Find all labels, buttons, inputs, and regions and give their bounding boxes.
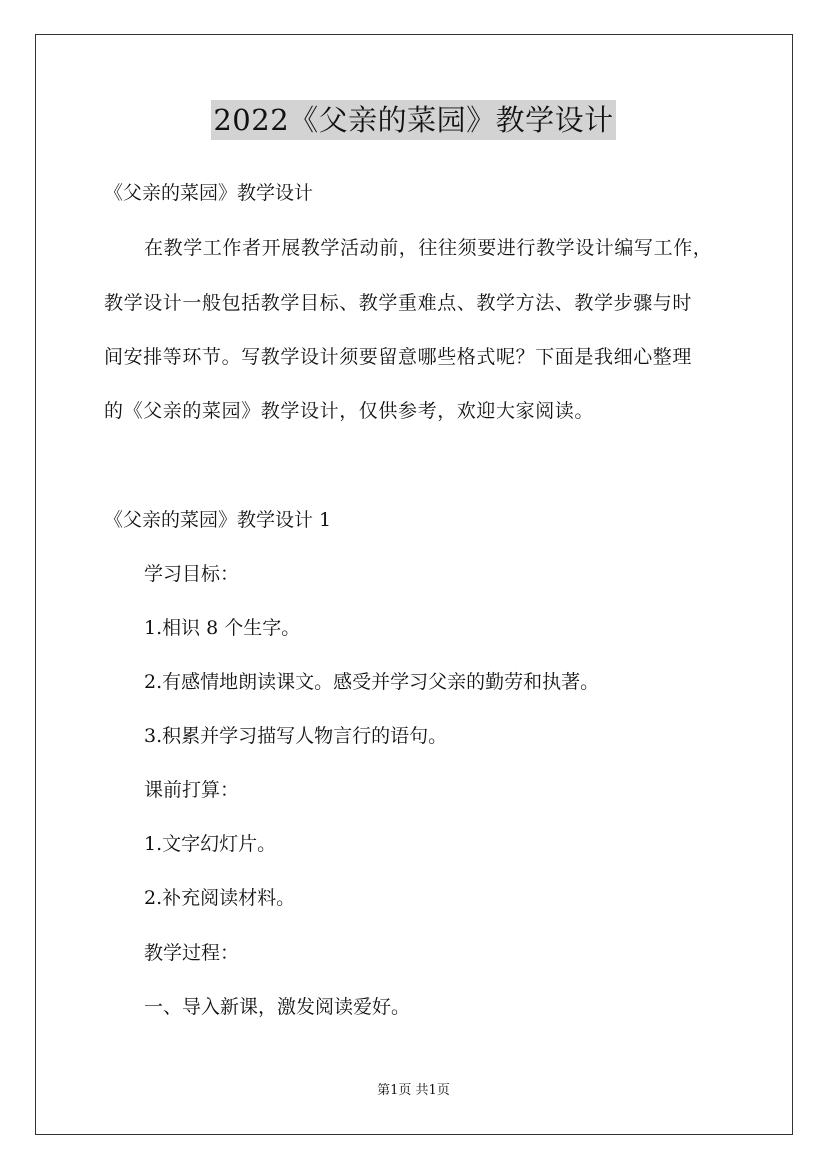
intro-line: 教学设计一般包括教学目标、教学重难点、教学方法、教学步骤与时 — [104, 292, 693, 314]
list-item: 1.相识 8 个生字。 — [144, 617, 301, 639]
list-item: 3.积累并学习描写人物言行的语句。 — [144, 725, 448, 747]
document-title: 2022《父亲的菜园》教学设计 — [211, 100, 615, 140]
document-subtitle: 《父亲的菜园》教学设计 — [104, 182, 314, 204]
list-item: 课前打算： — [144, 779, 240, 801]
intro-line: 在教学工作者开展教学活动前，往往须要进行教学设计编写工作， — [144, 237, 713, 259]
page-number: 第1页 共1页 — [377, 1083, 450, 1098]
list-item: 教学过程： — [144, 942, 240, 964]
title-container — [0, 100, 827, 140]
list-item: 2.补充阅读材料。 — [144, 887, 296, 909]
list-item: 1.文字幻灯片。 — [144, 833, 277, 855]
section-heading: 《父亲的菜园》教学设计 1 — [104, 509, 332, 531]
intro-line: 间安排等环节。写教学设计须要留意哪些格式呢？下面是我细心整理 — [104, 346, 693, 368]
list-item: 2.有感情地朗读课文。感受并学习父亲的勤劳和执著。 — [144, 671, 600, 693]
intro-line: 的《父亲的菜园》教学设计，仅供参考，欢迎大家阅读。 — [104, 400, 595, 422]
list-item: 学习目标： — [144, 563, 240, 585]
list-item: 一、导入新课，激发阅读爱好。 — [144, 996, 411, 1018]
